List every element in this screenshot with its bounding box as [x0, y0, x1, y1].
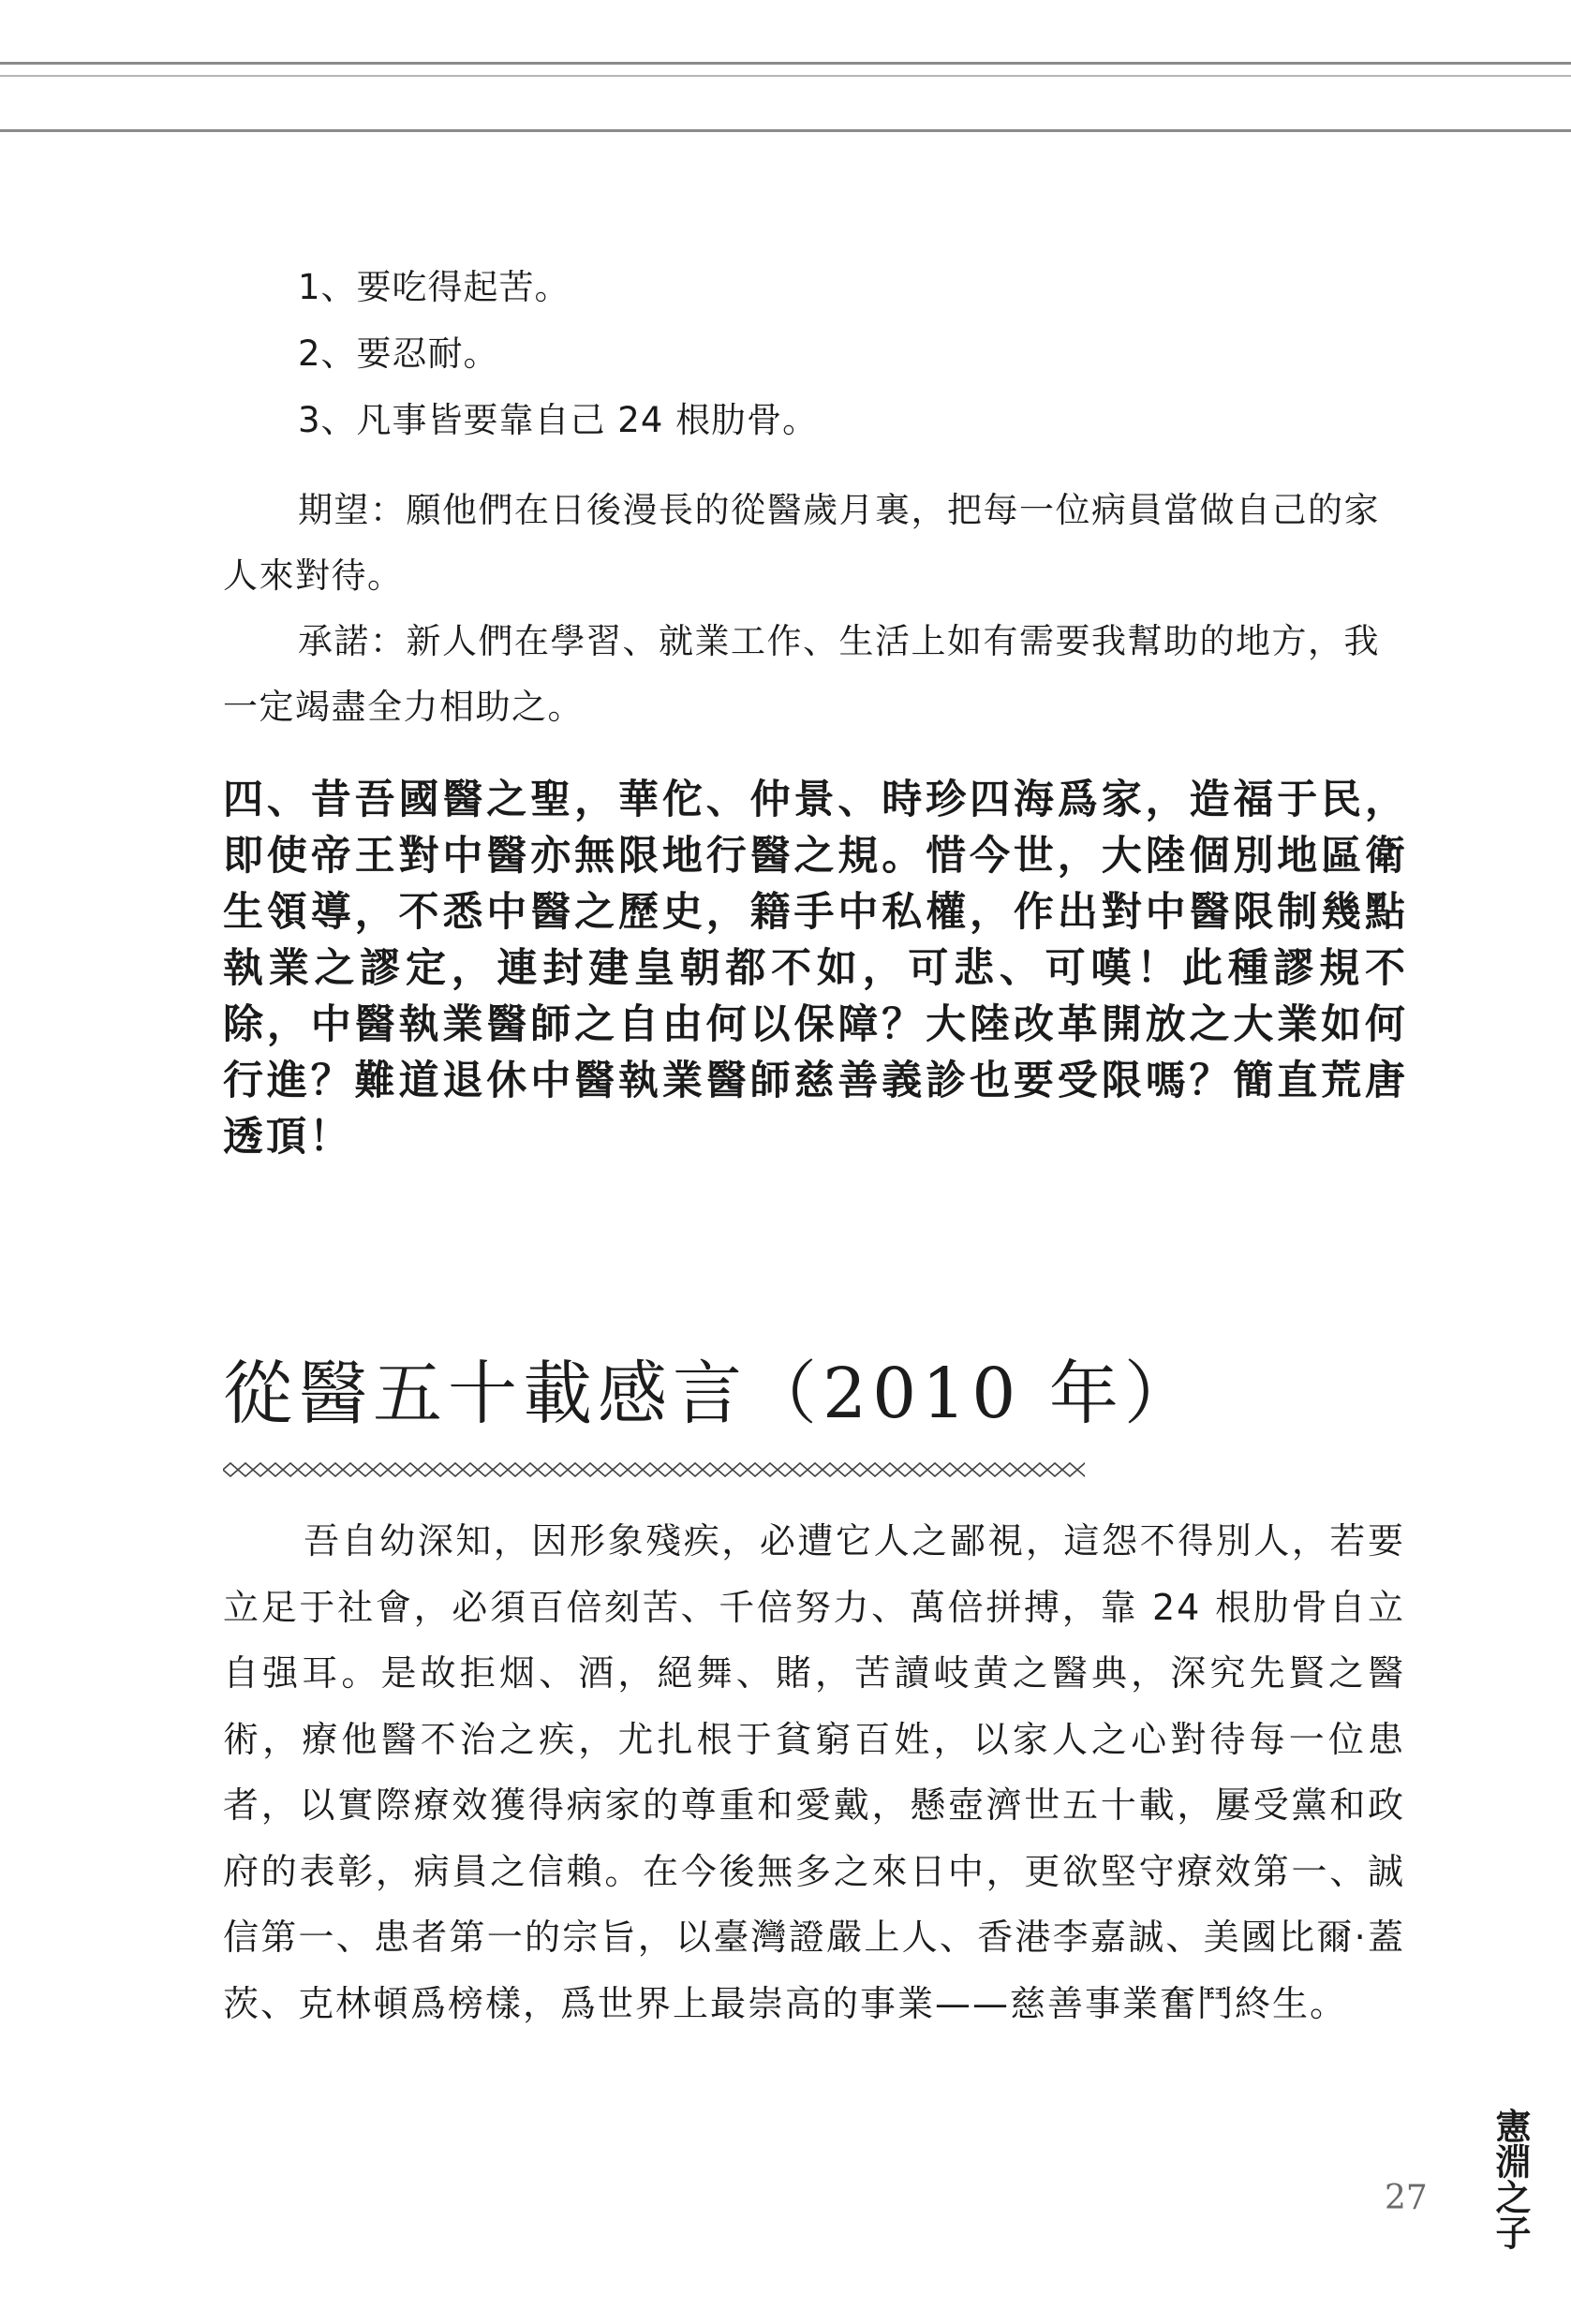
page-number: 27 — [1385, 2179, 1428, 2217]
list-item-1: 1、要吃得起苦。 — [298, 267, 571, 307]
side-title: 憲淵之子 — [1489, 2108, 1531, 2250]
header-rule-middle — [0, 75, 1571, 77]
list-item-2: 2、要忍耐。 — [298, 333, 499, 374]
section-title: 從醫五十載感言（2010 年） — [223, 1354, 1199, 1434]
title-ornament — [223, 1458, 1085, 1481]
expectation-paragraph: 期望：願他們在日後漫長的從醫歲月裏，把每一位病員當做自己的家人來對待。 — [223, 490, 1380, 596]
header-rule-top — [0, 62, 1571, 65]
bold-paragraph: 四、昔吾國醫之聖，華佗、仲景、時珍四海爲家，造福于民，即使帝王對中醫亦無限地行醫之規。惜今世，大陸個別地區衛生領導，不悉中醫之歷史，籍手中私權，作出對中醫限制幾點執業之謬定，連封建皇朝都不如，可悲、可嘆！此種謬規不除，中醫執業醫師之自由何以保障？大陸改革開放之大業如何行進？難道退休中醫執業醫師慈善義診也要受限嗎？簡直荒唐透頂！ — [223, 777, 1408, 1161]
promise-paragraph: 承諾：新人們在學習、就業工作、生活上如有需要我幫助的地方，我一定竭盡全力相助之。 — [223, 621, 1380, 727]
body-paragraph: 吾自幼深知，因形象殘疾，必遭它人之鄙視，這怨不得別人，若要立足于社會，必須百倍刻苦、千倍努力、萬倍拼搏，靠 24 根肋骨自立自强耳。是故拒烟、酒，絕舞、賭，苦讀岐黄之醫典，深究先賢之醫術，療他醫不治之疾，尤扎根于貧窮百姓，以家人之心對待每一位患者，以實際療效獲得病家的尊重和愛戴，懸壺濟世五十載，屢受黨和政府的表彰，病員之信賴。在今後無多之來日中，更欲堅守療效第一、誠信第一、患者第一的宗旨，以臺灣證嚴上人、香港李嘉誠、美國比爾·蓋茨、克林頓爲榜樣，爲世界上最崇高的事業——慈善事業奮鬥終生。 — [223, 1520, 1405, 2024]
list-item-3: 3、凡事皆要靠自己 24 根肋骨。 — [298, 400, 819, 440]
header-rule-bottom — [0, 129, 1571, 132]
